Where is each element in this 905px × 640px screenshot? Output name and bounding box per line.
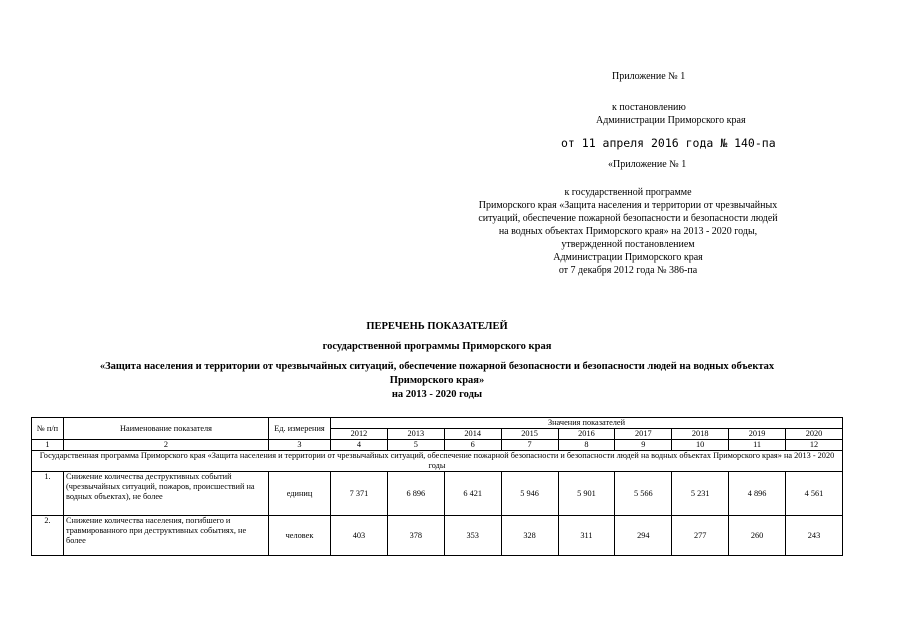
- document-title: [31, 320, 843, 402]
- value-cell: 5 231: [672, 472, 729, 516]
- value-cell: 243: [786, 516, 843, 556]
- column-number: 12: [786, 440, 843, 451]
- year-cell: 2019: [729, 429, 786, 440]
- year-cell: 2017: [615, 429, 672, 440]
- year-cell: 2018: [672, 429, 729, 440]
- indicator-unit: человек: [269, 516, 331, 556]
- program-line: Администрации Приморского края: [553, 252, 703, 263]
- value-cell: 277: [672, 516, 729, 556]
- column-number: 11: [729, 440, 786, 451]
- appendix-label: Приложение № 1: [612, 71, 686, 82]
- indicator-name: Снижение количества деструктивных событий (чрезвычайных ситуаций, пожаров, происшествий на водных объектах), не более: [64, 472, 269, 516]
- year-cell: 2016: [558, 429, 615, 440]
- column-number: 4: [331, 440, 388, 451]
- program-line: ситуаций, обеспечение пожарной безопасности и безопасности людей: [478, 213, 778, 224]
- col-name-header: Наименование показателя: [64, 418, 269, 440]
- value-cell: 378: [387, 516, 444, 556]
- value-cell: 311: [558, 516, 615, 556]
- row-number: 1.: [32, 472, 64, 516]
- title-line-3: «Защита населения и территории от чрезвычайных ситуаций, обеспечение пожарной безопасности и безопасности людей на водных объектах: [99, 361, 775, 372]
- column-number: 9: [615, 440, 672, 451]
- year-cell: 2014: [444, 429, 501, 440]
- program-line: от 7 декабря 2012 года № 386-па: [558, 265, 698, 276]
- column-number: 7: [501, 440, 558, 451]
- value-cell: 6 896: [387, 472, 444, 516]
- value-cell: 4 896: [729, 472, 786, 516]
- col-num-header: № п/п: [32, 418, 64, 440]
- value-cell: 353: [444, 516, 501, 556]
- program-line: утвержденной постановлением: [561, 239, 695, 250]
- value-cell: 7 371: [331, 472, 388, 516]
- column-number: 10: [672, 440, 729, 451]
- indicators-table: [31, 417, 843, 556]
- title-line-4: Приморского края»: [389, 375, 485, 386]
- program-line: на водных объектах Приморского края» на 2013 - 2020 годы,: [498, 226, 758, 237]
- value-cell: 328: [501, 516, 558, 556]
- year-cell: 2020: [786, 429, 843, 440]
- column-numbers-row: [32, 440, 843, 451]
- to-resolution-label: к постановлению: [612, 102, 686, 113]
- section-title: Государственная программа Приморского края «Защита населения и территории от чрезвычайных ситуаций, обеспечение пожарной безопасности и безопасности людей на водных объектах Приморского края» на 2013 - 2020 годы: [32, 451, 843, 472]
- administration-label: Администрации Приморского края: [596, 115, 746, 126]
- program-line: к государственной программе: [564, 187, 692, 198]
- value-cell: 5 946: [501, 472, 558, 516]
- table-row: [32, 516, 843, 556]
- column-number: 1: [32, 440, 64, 451]
- value-cell: 5 566: [615, 472, 672, 516]
- value-cell: 6 421: [444, 472, 501, 516]
- year-cell: 2015: [501, 429, 558, 440]
- column-number: 5: [387, 440, 444, 451]
- value-cell: 5 901: [558, 472, 615, 516]
- title-line-2: государственной программы Приморского края: [322, 341, 552, 352]
- column-number: 6: [444, 440, 501, 451]
- title-line-1: ПЕРЕЧЕНЬ ПОКАЗАТЕЛЕЙ: [366, 321, 508, 332]
- resolution-date-handwritten: от 11 апреля 2016 года № 140-па: [561, 136, 776, 150]
- title-line-5: на 2013 - 2020 годы: [391, 389, 483, 400]
- indicator-name: Снижение количества населения, погибшего и травмированного при деструктивных событиях, не более: [64, 516, 269, 556]
- table-row: [32, 472, 843, 516]
- column-number: 8: [558, 440, 615, 451]
- col-values-header: Значения показателей: [331, 418, 843, 429]
- appendix-quoted-label: «Приложение № 1: [608, 159, 687, 170]
- year-cell: 2013: [387, 429, 444, 440]
- column-number: 3: [269, 440, 331, 451]
- program-reference: [470, 186, 786, 277]
- section-row: [32, 451, 843, 472]
- row-number: 2.: [32, 516, 64, 556]
- table-header-row: [32, 418, 843, 429]
- program-line: Приморского края «Защита населения и территории от чрезвычайных: [478, 200, 778, 211]
- year-cell: 2012: [331, 429, 388, 440]
- col-unit-header: Ед. измерения: [269, 418, 331, 440]
- indicator-unit: единиц: [269, 472, 331, 516]
- column-number: 2: [64, 440, 269, 451]
- value-cell: 294: [615, 516, 672, 556]
- value-cell: 403: [331, 516, 388, 556]
- value-cell: 260: [729, 516, 786, 556]
- value-cell: 4 561: [786, 472, 843, 516]
